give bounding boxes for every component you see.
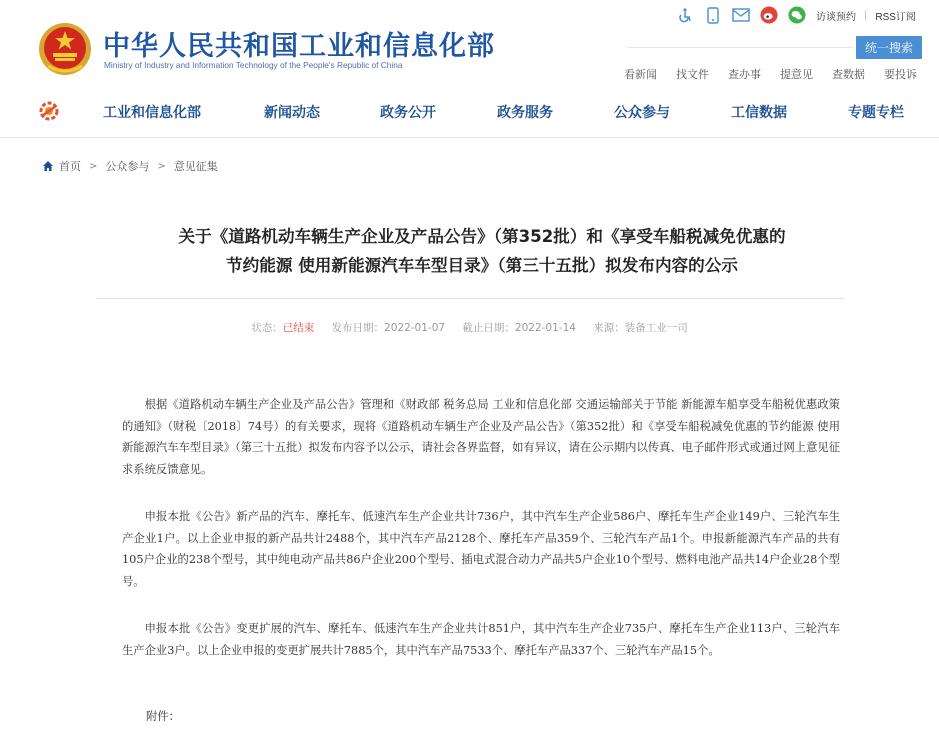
breadcrumb-solicitation[interactable]: 意见征集: [173, 160, 218, 173]
quick-links: [624, 66, 917, 82]
site-subtitle: Ministry of Industry and Information Technology of the People's Republic of China: [104, 60, 403, 70]
article-paragraph: 申报本批《公告》变更扩展的汽车、摩托车、低速汽车生产企业共计851户，其中汽车生产企业735户、摩托车生产企业113户、三轮汽车生产企业3户。以上企业申报的变更扩展共计7885个，其中汽车产品7533个、摩托车产品337个、三轮汽车产品15个。: [122, 622, 840, 657]
nav-item-participation[interactable]: 公众参与: [614, 105, 670, 121]
article-paragraph: 根据《道路机动车辆生产企业及产品公告》管理和《财政部 税务总局 工业和信息化部 交通运输部关于节能 新能源车船享受车船税优惠政策的通知》（财税〔2018〕74号）的有关要求，现将《道路机动车辆生产企业及产品公告》（第352批）和《享受车船税减免优惠的节约能源 使用新能源汽车车型目录》（第三十五批）拟发布内容予以公示，请社会各界监督，如有异议，请在公示期内以传真、电子邮件形式或通过网上意见征求系统反馈意见。: [122, 398, 840, 476]
source: 来源：装备工业一司: [593, 322, 688, 334]
search-button[interactable]: 统一搜索: [856, 36, 922, 59]
quick-link-files[interactable]: 找文件: [676, 68, 709, 81]
mobile-icon[interactable]: [704, 6, 722, 24]
miit-logo-icon[interactable]: [38, 100, 60, 122]
site-title[interactable]: 中华人民共和国工业和信息化部: [103, 31, 495, 62]
rss-link[interactable]: RSS订阅: [875, 11, 916, 23]
breadcrumb: [42, 158, 218, 174]
article-title: [96, 222, 868, 280]
attachment-label: 附件：: [146, 710, 180, 723]
breadcrumb-home[interactable]: 首页: [59, 160, 81, 173]
article-meta: [0, 320, 939, 335]
article-title-line: 关于《道路机动车辆生产企业及产品公告》（第352批）和《享受车船税减免优惠的: [178, 227, 786, 246]
divider: |: [864, 9, 868, 21]
status-label: 状态：: [251, 322, 283, 334]
main-nav: [0, 96, 939, 126]
publish-date: 发布日期：2022-01-07: [331, 322, 446, 334]
deadline-date: 截止日期：2022-01-14: [462, 322, 576, 334]
chevron-right-icon: >: [157, 160, 166, 172]
site-header: [0, 0, 939, 138]
quick-link-services[interactable]: 查办事: [728, 68, 761, 81]
nav-item-news[interactable]: 新闻动态: [264, 105, 320, 121]
national-emblem-icon[interactable]: [38, 22, 92, 76]
quick-link-feedback[interactable]: 提意见: [780, 68, 813, 81]
title-divider: [96, 298, 844, 299]
search-input[interactable]: [627, 47, 853, 48]
breadcrumb-participation[interactable]: 公众参与: [105, 160, 150, 173]
accessibility-icon[interactable]: [676, 6, 694, 24]
quick-link-news[interactable]: 看新闻: [624, 68, 657, 81]
quick-link-data[interactable]: 查数据: [832, 68, 865, 81]
article-paragraph: 申报本批《公告》新产品的汽车、摩托车、低速汽车生产企业共计736户，其中汽车生产企业586户、摩托车生产企业149户、三轮汽车生产企业1户。以上企业申报的新产品共计2488个，其中汽车产品2128个、摩托车产品359个、三轮汽车产品1个。申报新能源汽车产品的共有105户企业的238个型号，其中纯电动产品共86户企业200个型号、插电式混合动力产品共5户企业10个型号、燃料电池产品共14户企业28个型号。: [122, 510, 840, 588]
nav-item-data[interactable]: 工信数据: [731, 105, 787, 121]
top-utility-bar: [676, 5, 916, 25]
article-title-line: 节约能源 使用新能源汽车车型目录》（第三十五批）拟发布内容的公示: [226, 256, 738, 275]
mail-icon[interactable]: [732, 6, 750, 24]
weibo-icon[interactable]: [760, 6, 778, 24]
interview-link[interactable]: 访谈预约: [816, 11, 856, 23]
home-icon: [42, 160, 54, 172]
quick-link-complaint[interactable]: 要投诉: [884, 68, 917, 81]
status-badge: 已结束: [282, 322, 315, 334]
nav-item-miit[interactable]: 工业和信息化部: [103, 105, 201, 121]
nav-item-gov-open[interactable]: 政务公开: [380, 105, 436, 121]
nav-item-gov-service[interactable]: 政务服务: [497, 105, 553, 121]
chevron-right-icon: >: [89, 160, 98, 172]
nav-item-topics[interactable]: 专题专栏: [848, 105, 904, 121]
wechat-icon[interactable]: [788, 6, 806, 24]
